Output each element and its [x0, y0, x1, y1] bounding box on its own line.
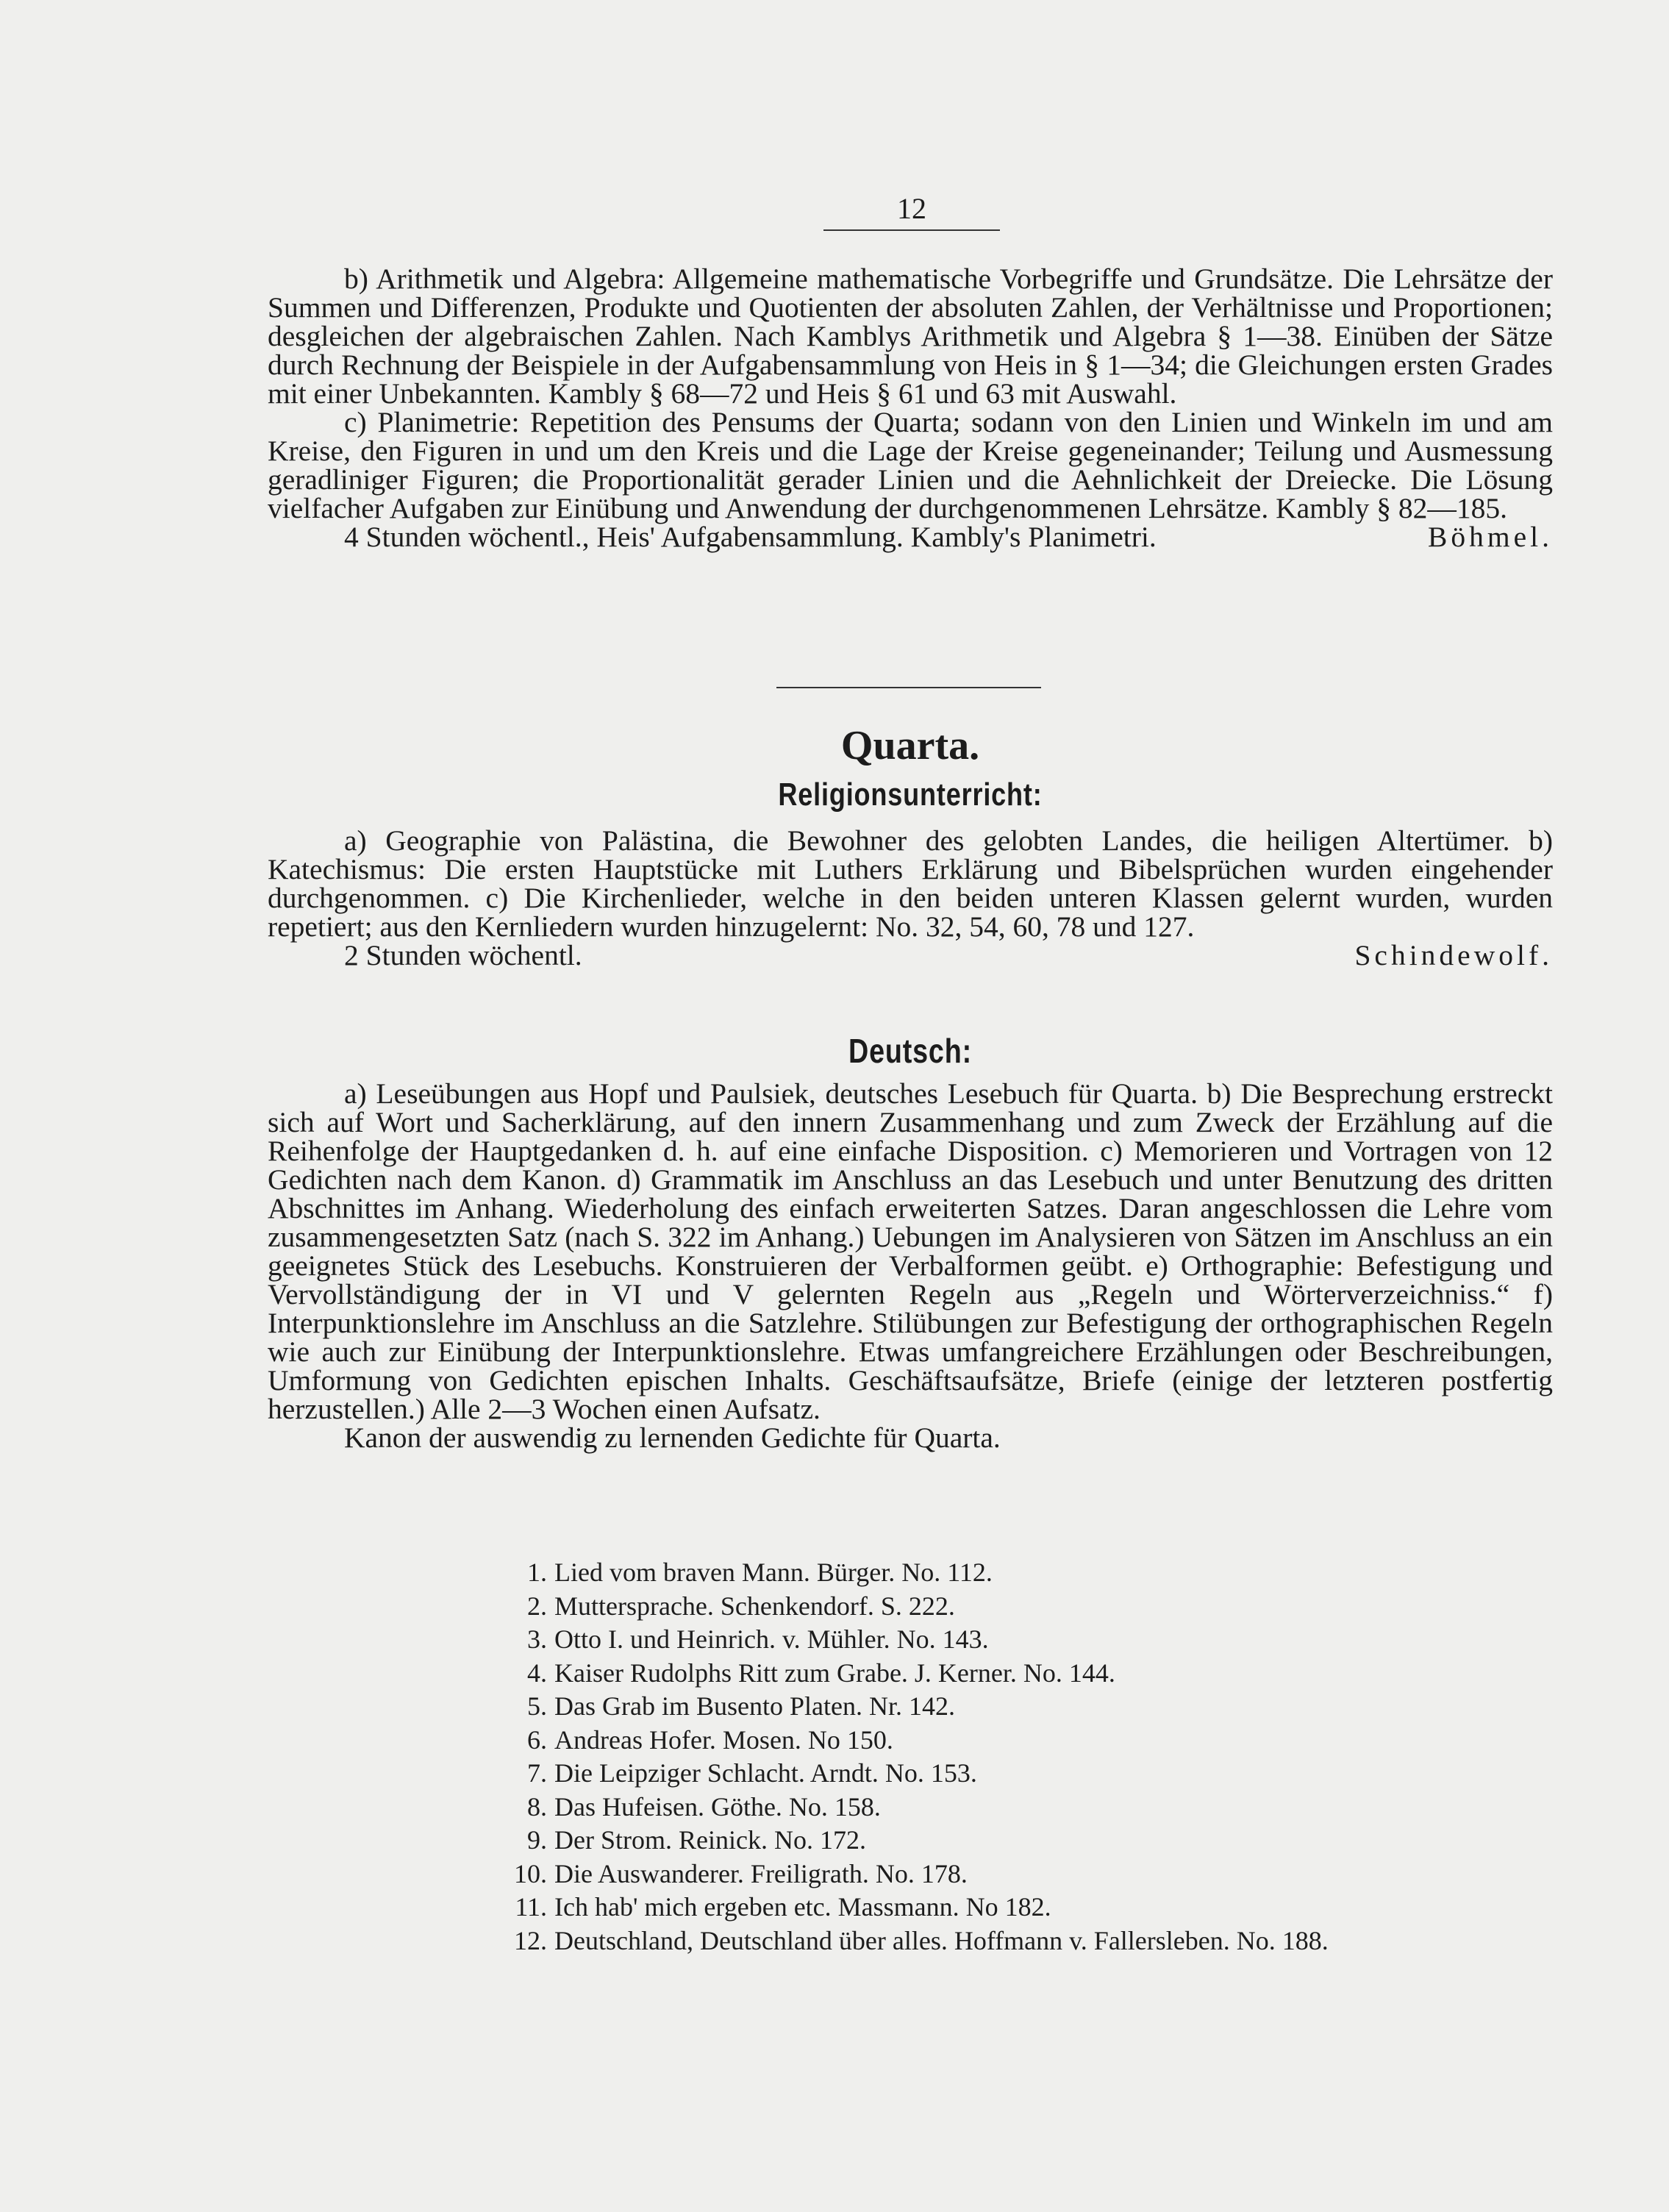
mathematics-teacher: Böhmel.: [1428, 521, 1553, 553]
list-item: [497, 1858, 1329, 1891]
list-item: [497, 1556, 1329, 1590]
item-number: 10.: [514, 1858, 547, 1888]
list-item: [497, 1757, 1329, 1791]
list-item: [497, 1690, 1329, 1724]
item-text: Das Grab im Busento Platen. Nr. 142.: [554, 1691, 955, 1721]
item-text: Ich hab' mich ergeben etc. Massmann. No 182.: [554, 1892, 1051, 1922]
item-text: Die Leipziger Schlacht. Arndt. No. 153.: [554, 1758, 977, 1788]
kanon-list: [497, 1556, 1329, 1958]
page-number: 12: [897, 192, 926, 225]
item-number: 7.: [527, 1758, 547, 1788]
item-text: Deutschland, Deutschland über alles. Hoffmann v. Fallersleben. No. 188.: [554, 1925, 1329, 1955]
arithmetic-paragraph: b) Arithmetik und Algebra: Allgemeine mathematische Vorbegriffe und Grundsätze. Die Lehrsätze der Summen und Differenzen, Produkte und Quotienten der absoluten Zahlen, der Verhältnisse und Proportionen; desgleichen der algebraischen Zahlen. Nach Kamblys Arithmetik und Algebra § 1—38. Einüben der Sätze durch Rechnung der Beispiele in der Aufgabensammlung von Heis in § 1—34; die Gleichungen ersten Grades mit einer Unbekannten. Kambly § 68—72 und Heis § 61 und 63 mit Auswahl.: [268, 263, 1553, 410]
item-text: Das Hufeisen. Göthe. No. 158.: [554, 1791, 881, 1822]
section-divider: [776, 687, 1041, 688]
religion-teacher: Schindewolf.: [1354, 939, 1553, 971]
kanon-intro: Kanon der auswendig zu lernenden Gedichte für Quarta.: [344, 1421, 1001, 1454]
deutsch-paragraph: a) Leseübungen aus Hopf und Paulsiek, deutsches Lesebuch für Quarta. b) Die Besprechung erstreckt sich auf Wort und Sacherklärung, auf den innern Zusammenhang und zum Zweck der Erzählung auf die Reihenfolge der Hauptgedanken d. h. auf eine einfache Disposition. c) Memorieren und Vortragen von 12 Gedichten nach dem Kanon. d) Grammatik im Anschluss an das Lesebuch und unter Benutzung des dritten Abschnittes im Anhang. Wiederholung des einfach erweiterten Satzes. Daran angeschlossen die Lehre vom zusammengesetzten Satz (nach S. 322 im Anhang.) Uebungen im Analysieren von Sätzen im Anschluss an ein geeignetes Stück des Lesebuchs. Konstruieren der Verbalformen geübt. e) Orthographie: Befestigung und Vervollständigung der in VI und V gelernten Regeln aus „Regeln und Wörterverzeichniss.“ f) Interpunktionslehre im Anschluss an die Satzlehre. Stilübungen zur Befestigung der orthographischen Regeln wie auch zur Einübung der Interpunktionslehre. Etwas umfangreichere Erzählungen oder Beschreibungen, Umformung von Gedichten epischen Inhalts. Geschäftsaufsätze, Briefe (einige der letzteren postfertig herzustellen.) Alle 2—3 Wochen einen Aufsatz.: [268, 1077, 1553, 1425]
item-text: Muttersprache. Schenkendorf. S. 222.: [554, 1591, 955, 1621]
item-number: 8.: [527, 1791, 547, 1822]
list-item: [497, 1657, 1329, 1691]
item-text: Der Strom. Reinick. No. 172.: [554, 1825, 866, 1855]
item-number: 12.: [514, 1925, 547, 1955]
deutsch-section: [268, 1077, 1553, 1454]
list-item: [497, 1623, 1329, 1657]
mathematics-signature-line: [268, 523, 1553, 552]
item-number: 2.: [527, 1591, 547, 1621]
item-text: Lied vom braven Mann. Bürger. No. 112.: [554, 1558, 993, 1587]
item-number: 9.: [527, 1825, 547, 1855]
list-item: [497, 1724, 1329, 1758]
religion-section: [268, 824, 1553, 971]
religion-hours: 2 Stunden wöchentl.: [344, 939, 582, 971]
mathematics-hours: 4 Stunden wöchentl., Heis' Aufgabensammlung. Kambly's Planimetri.: [344, 521, 1157, 553]
list-item: [497, 1791, 1329, 1824]
page-number-rule: [823, 229, 1000, 231]
item-text: Die Auswanderer. Freiligrath. No. 178.: [554, 1858, 968, 1888]
item-number: 3.: [527, 1624, 547, 1654]
planimetry-paragraph: c) Planimetrie: Repetition des Pensums der Quarta; sodann von den Linien und Winkeln im und am Kreise, den Figuren in und um den Kreis und die Lage der Kreise gegeneinander; Teilung und Ausmessung geradliniger Figuren; die Proportionalität gerader Linien und die Aehnlichkeit der Dreiecke. Die Lösung vielfacher Aufgaben zur Einübung und Anwendung der durchgenommenen Lehrsätze. Kambly § 82—185.: [268, 406, 1553, 524]
item-number: 6.: [527, 1724, 547, 1755]
list-item: [497, 1891, 1329, 1924]
item-text: Andreas Hofer. Mosen. No 150.: [554, 1724, 893, 1755]
item-number: 1.: [527, 1558, 547, 1587]
item-text: Otto I. und Heinrich. v. Mühler. No. 143.: [554, 1624, 989, 1654]
item-number: 5.: [527, 1691, 547, 1721]
class-title: Quarta.: [840, 723, 980, 768]
item-number: 4.: [527, 1658, 547, 1688]
list-item: [497, 1590, 1329, 1624]
item-text: Kaiser Rudolphs Ritt zum Grabe. J. Kerner. No. 144.: [554, 1658, 1115, 1688]
mathematics-section: [268, 265, 1553, 552]
list-item: [497, 1824, 1329, 1858]
religion-paragraph: a) Geographie von Palästina, die Bewohner des gelobten Landes, die heiligen Altertümer. b) Katechismus: Die ersten Hauptstücke mit Luthers Erklärung und Bibelsprüchen wurden eingehender durchgenommen. c) Die Kirchenlieder, welche in den beiden unteren Klassen gelernt wurden, wurden repetiert; aus den Kernliedern wurden hinzugelernt: No. 32, 54, 60, 78 und 127.: [268, 824, 1553, 943]
item-number: 11.: [515, 1892, 547, 1922]
religion-signature-line: [268, 941, 1553, 970]
religion-heading: Religionsunterricht:: [778, 777, 1043, 813]
deutsch-heading: Deutsch:: [848, 1032, 972, 1070]
list-item: [497, 1924, 1329, 1958]
